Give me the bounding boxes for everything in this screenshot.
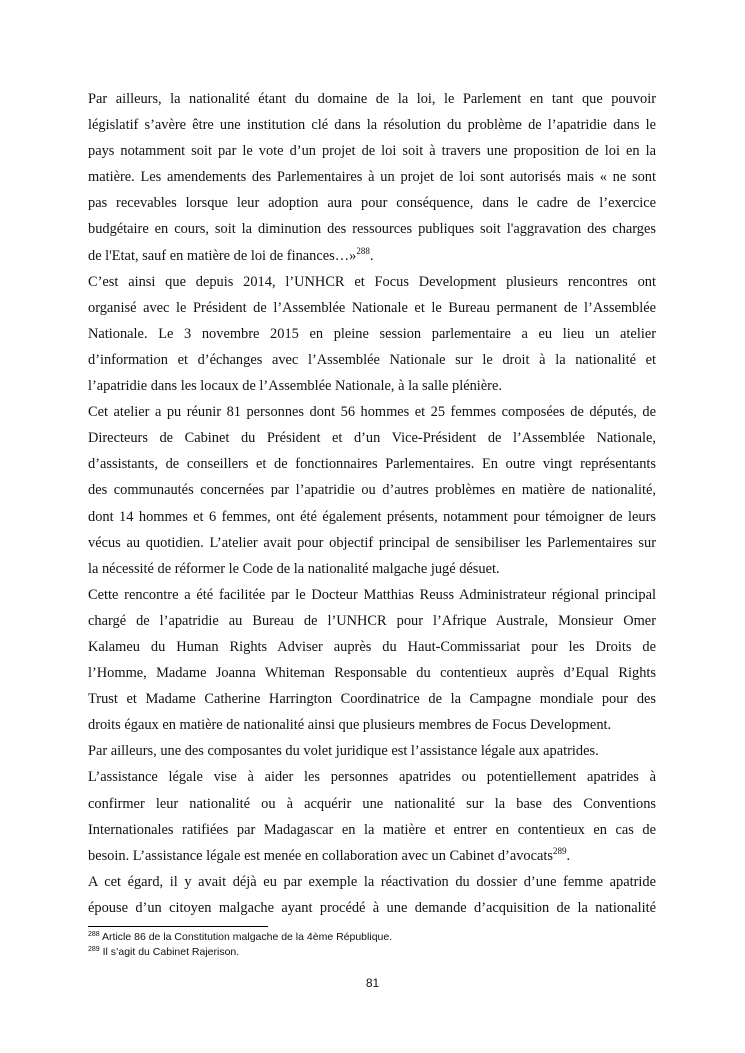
text-line: dont 14 hommes et 6 femmes, ont été également présents, notamment pour témoigner de leurs <box>88 508 656 525</box>
footnote-number: 288 <box>88 931 100 938</box>
footnotes <box>88 930 656 960</box>
text-line: Par ailleurs, une des composantes du volet juridique est l’assistance légale aux apatrides. <box>88 743 599 760</box>
text-line: l’apatridie dans les locaux de l’Assemblée Nationale, à la salle plénière. <box>88 378 502 395</box>
footnote-text: Article 86 de la Constitution malgache de la 4ème République. <box>102 931 393 943</box>
text-line: organisé avec le Président de l’Assemblée Nationale et le Bureau permanent de l’Assemblée <box>88 299 656 316</box>
text-line: épouse d’un citoyen malgache ayant procédé à une demande d’acquisition de la nationalité <box>88 899 656 916</box>
text-line: C’est ainsi que depuis 2014, l’UNHCR et Focus Development plusieurs rencontres ont <box>88 273 656 290</box>
page-number: 81 <box>365 976 380 990</box>
text-line: Directeurs de Cabinet du Président et d’un Vice-Président de l’Assemblée Nationale, <box>88 430 656 447</box>
paragraph <box>88 582 656 739</box>
text-line: la nécessité de réformer le Code de la nationalité malgache jugé désuet. <box>88 560 500 577</box>
text-line: d’information et d’échanges avec l’Assemblée Nationale sur le droit à la nationalité et <box>88 351 656 368</box>
paragraph <box>88 399 656 582</box>
footnote-number: 289 <box>88 946 100 953</box>
text-line: droits égaux en matière de nationalité ainsi que plusieurs membres de Focus Development. <box>88 717 612 734</box>
text-line: Cet atelier a pu réunir 81 personnes dont 56 hommes et 25 femmes composées de députés, de <box>88 404 656 421</box>
footnote-reference[interactable]: 289 <box>553 845 567 856</box>
footnote <box>88 930 656 945</box>
footnote-separator <box>88 926 268 927</box>
body-text <box>88 86 656 921</box>
text-line: législatif s’avère être une institution clé dans la résolution du problème de l’apatridie dans le <box>88 117 656 134</box>
text-line: Internationales ratifiées par Madagascar en la matière et entrer en contentieux en cas de <box>88 821 656 838</box>
text-line: des communautés concernées par l’apatridie ou d’autres problèmes en matière de nationalité, <box>88 482 656 499</box>
paragraph <box>88 869 656 921</box>
text-line: Nationale. Le 3 novembre 2015 en pleine session parlementaire a eu lieu un atelier <box>88 325 656 342</box>
text-line: pas recevables lorsque leur adoption aura pour conséquence, dans le cadre de l’exercice <box>88 195 656 212</box>
text-line: Par ailleurs, la nationalité étant du domaine de la loi, le Parlement en tant que pouvoir <box>88 91 656 107</box>
text-line: Trust et Madame Catherine Harrington Coordinatrice de la Campagne mondiale pour des <box>88 691 656 708</box>
footnote <box>88 945 656 960</box>
text-line: pays notamment soit par le vote d’un projet de loi soit à travers une proposition de loi en la <box>88 143 656 160</box>
text-line: l’Homme, Madame Joanna Whiteman Responsable du contentieux auprès d’Equal Rights <box>88 665 656 682</box>
text-line: d’assistants, de conseillers et de fonctionnaires Parlementaires. En outre vingt représentants <box>88 456 656 473</box>
footnote-reference[interactable]: 288 <box>356 245 370 256</box>
text-line: matière. Les amendements des Parlementaires à un projet de loi sont autorisés mais « ne sont <box>88 169 656 186</box>
text-line: chargé de l’apatridie au Bureau de l’UNHCR pour l’Afrique Australe, Monsieur Omer <box>88 612 656 629</box>
text-line: Kalameu du Human Rights Adviser auprès du Haut-Commissariat pour les Droits de <box>88 638 656 655</box>
paragraph <box>88 764 656 868</box>
text-line: vécus au quotidien. L’atelier avait pour objectif principal de sensibiliser les Parlementaires sur <box>88 534 656 551</box>
text-line: de l'Etat, sauf en matière de loi de finances…»$^{288}$. <box>88 245 374 264</box>
text-line: budgétaire en cours, soit la diminution des ressources publiques soit l'aggravation des charges <box>88 221 656 238</box>
paragraph <box>88 269 656 399</box>
paragraph <box>88 86 656 269</box>
text-line: A cet égard, il y avait déjà eu par exemple la réactivation du dossier d’une femme apatride <box>88 873 656 890</box>
text-line: confirmer leur nationalité ou à acquérir une nationalité sur la base des Conventions <box>88 795 656 812</box>
paragraph <box>88 738 656 764</box>
text-line: besoin. L’assistance légale est menée en collaboration avec un Cabinet d’avocats$^{289}$. <box>88 845 571 864</box>
text-line: L’assistance légale vise à aider les personnes apatrides ou potentiellement apatrides à <box>88 769 656 786</box>
footnote-text: Il s’agit du Cabinet Rajerison. <box>102 946 240 958</box>
text-line: Cette rencontre a été facilitée par le Docteur Matthias Reuss Administrateur régional principal <box>88 586 656 603</box>
